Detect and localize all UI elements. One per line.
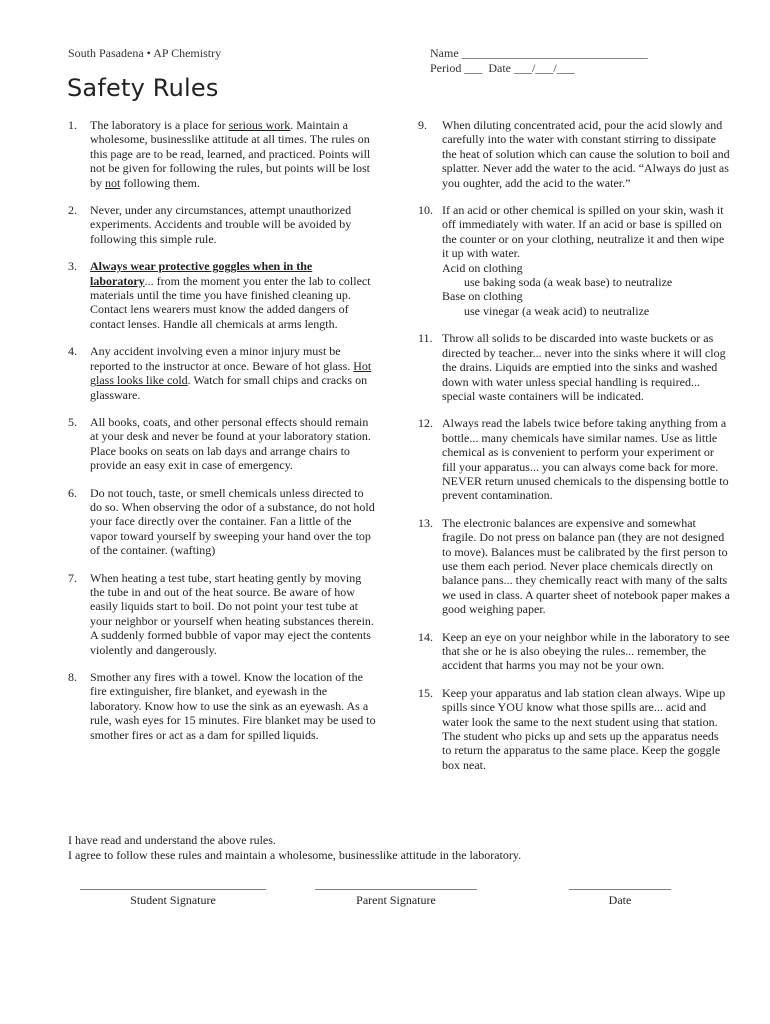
agreement-line: I agree to follow these rules and maintain a wholesome, businesslike attitude in the laboratory. bbox=[68, 847, 522, 862]
school-course-header: South Pasadena • AP Chemistry bbox=[68, 46, 222, 60]
name-line: Name _______________________________ bbox=[430, 46, 648, 60]
rule-number: 2. bbox=[68, 203, 77, 218]
rule-number: 8. bbox=[68, 670, 77, 684]
date-field[interactable] bbox=[568, 876, 672, 908]
rule-number: 11. bbox=[418, 331, 433, 346]
rule-text-bold-underlined: Always wear protective goggles when in the laboratory bbox=[90, 259, 313, 288]
rule-item bbox=[68, 670, 378, 742]
rule-item bbox=[68, 203, 378, 246]
rule-item bbox=[418, 416, 730, 502]
rule-item bbox=[68, 571, 378, 657]
rule-item bbox=[418, 516, 730, 617]
agreement-statement bbox=[68, 833, 521, 862]
rule-sub-label: Acid on clothing bbox=[442, 260, 523, 275]
period-date-line: Period ___ Date ___/___/___ bbox=[430, 61, 575, 75]
rule-text: Do not touch, taste, or smell chemicals unless directed to do so. When observing the odor of a substance, do not hold your face directly over the container. Fan a little of the vapor toward yourself by sweeping your hand over the top of the container. (wafting) bbox=[90, 485, 375, 558]
signature-label: Parent Signature bbox=[356, 893, 436, 907]
rule-text-part: following them. bbox=[120, 175, 201, 190]
rule-text: Keep your apparatus and lab station clean always. Wipe up spills since YOU know what those spills are... acid and water look the same to the next student using that station. The student who picks up and sets up the apparatus needs to return the apparatus to the same place. Keep the goggle box neat. bbox=[442, 685, 726, 772]
parent-signature-field[interactable] bbox=[313, 876, 479, 908]
rule-item bbox=[68, 415, 378, 473]
rule-text: All books, coats, and other personal effects should remain at your desk and never be found at your laboratory station. Place books on seats on lab days and arrange chairs to provide an easy exit in case of emergency. bbox=[90, 414, 371, 473]
rule-item bbox=[418, 331, 730, 403]
rule-text bbox=[90, 344, 378, 402]
rule-item bbox=[68, 118, 378, 190]
signature-line: ___________________________ bbox=[315, 877, 477, 891]
rule-number: 4. bbox=[68, 344, 77, 359]
rule-number: 15. bbox=[418, 685, 433, 700]
student-signature-field[interactable] bbox=[78, 876, 268, 908]
rule-number: 12. bbox=[418, 416, 433, 431]
rule-number: 6. bbox=[68, 485, 77, 500]
rule-text-underlined: not bbox=[105, 175, 121, 190]
rule-number: 10. bbox=[418, 203, 433, 218]
rule-number: 13. bbox=[418, 515, 433, 530]
student-info-block bbox=[430, 46, 648, 76]
rule-text: When heating a test tube, start heating gently by moving the tube in and out of the heat source. Be aware of how easily liquids start to boil. Do not point your test tube at your neighbor or yourself when heating substances therein. A suddenly formed bubble of vapor may eject the contents violently and dangerously. bbox=[90, 570, 374, 657]
rule-item bbox=[68, 486, 378, 558]
rule-number: 7. bbox=[68, 570, 77, 585]
rule-text: Never, under any circumstances, attempt unauthorized experiments. Accidents and trouble will be avoided by following this simple rule. bbox=[90, 203, 352, 246]
rule-item bbox=[68, 344, 378, 402]
rule-text: Keep an eye on your neighbor while in the laboratory to see that she or he is also obeying the rules... remember, the accident that harms you may not be your own. bbox=[442, 629, 730, 673]
rule-number: 3. bbox=[68, 259, 77, 274]
signature-line: _________________ bbox=[569, 877, 671, 891]
rules-column-left bbox=[68, 118, 378, 755]
signature-line: _______________________________ bbox=[80, 877, 266, 891]
signature-label: Student Signature bbox=[130, 893, 216, 907]
rule-text-underlined: Hot glass looks like cold bbox=[90, 358, 372, 388]
rule-text bbox=[90, 118, 378, 190]
rule-text: The electronic balances are expensive and somewhat fragile. Do not press on balance pan (they are not designed to move). Balances must be calibrated by the first person to use them each period. Never place chemicals directly on balance pans... they chemically react with many of the salts we used in class. A quarter sheet of notebook paper makes a good weighing paper. bbox=[442, 515, 730, 617]
rule-sub-label: Base on clothing bbox=[442, 289, 523, 304]
rule-text-part: ... from the moment you enter the lab to collect materials until the time you have finished cleaning up. Contact lens wearers must know the added dangers of contact lenses. Handle all chemicals at arms length. bbox=[90, 273, 371, 331]
rule-number: 1. bbox=[68, 118, 77, 132]
rule-text-part: . Watch for small chips and cracks on glassware. bbox=[90, 373, 368, 402]
rule-text-part: The laboratory is a place for bbox=[90, 118, 229, 132]
rule-text-part: . Maintain a wholesome, businesslike attitude at all times. The rules on this page are to be read, learned, and practiced. Points will not be given for following the rules, but points will be lost by bbox=[90, 118, 371, 190]
rule-number: 5. bbox=[68, 414, 77, 429]
rule-text-underlined: serious work bbox=[228, 118, 291, 132]
rule-text bbox=[90, 259, 378, 331]
page-title: Safety Rules bbox=[67, 74, 219, 102]
rule-number: 9. bbox=[418, 118, 427, 132]
rule-item bbox=[418, 118, 730, 190]
rule-text-part: Any accident involving even a minor injury must be reported to the instructor at once. Beware of hot glass. bbox=[90, 344, 354, 373]
rule-text: Throw all solids to be discarded into waste buckets or as directed by teacher... never into the sinks where it will clog the drains. Liquids are emptied into the sinks and washed down with water unless special handling is required... special waste containers will be indicated. bbox=[442, 331, 726, 403]
rule-sub-detail: use vinegar (a weak acid) to neutralize bbox=[464, 303, 650, 318]
rule-item bbox=[418, 686, 730, 772]
rule-item bbox=[418, 203, 730, 318]
rule-sub-detail: use baking soda (a weak base) to neutralize bbox=[464, 275, 673, 290]
signature-label: Date bbox=[608, 893, 632, 907]
rules-column-right bbox=[418, 118, 730, 785]
rule-text: Always read the labels twice before taking anything from a bottle... many chemicals have similar names. Use as little chemical as is convenient to perform your experiment or fill your apparatus... you can always come back for more. NEVER return unused chemicals to the dispensing bottle to prevent contamination. bbox=[442, 416, 729, 503]
agreement-line: I have read and understand the above rules. bbox=[68, 833, 276, 847]
rule-text: Smother any fires with a towel. Know the location of the fire extinguisher, fire blanket, and eyewash in the laboratory. Know how to use the sink as an eyewash. As a rule, wash eyes for 15 minutes. Fire blanket may be used to smother fires or act as a dam for spilled liquids. bbox=[90, 670, 376, 742]
rule-text: If an acid or other chemical is spilled on your skin, wash it off immediately with water. If an acid or base is spilled on the counter or on your clothing, neutralize it and then wipe it up with water. bbox=[442, 203, 725, 261]
rule-item bbox=[68, 259, 378, 331]
rule-item bbox=[418, 630, 730, 673]
rule-number: 14. bbox=[418, 629, 433, 644]
rule-text: When diluting concentrated acid, pour the acid slowly and carefully into the water with constant stirring to dissipate the heat of solution which can cause the solution to boil and splatter. Never add the water to the acid. “Always do just as you oughter, add the acid to the water.” bbox=[442, 118, 730, 190]
